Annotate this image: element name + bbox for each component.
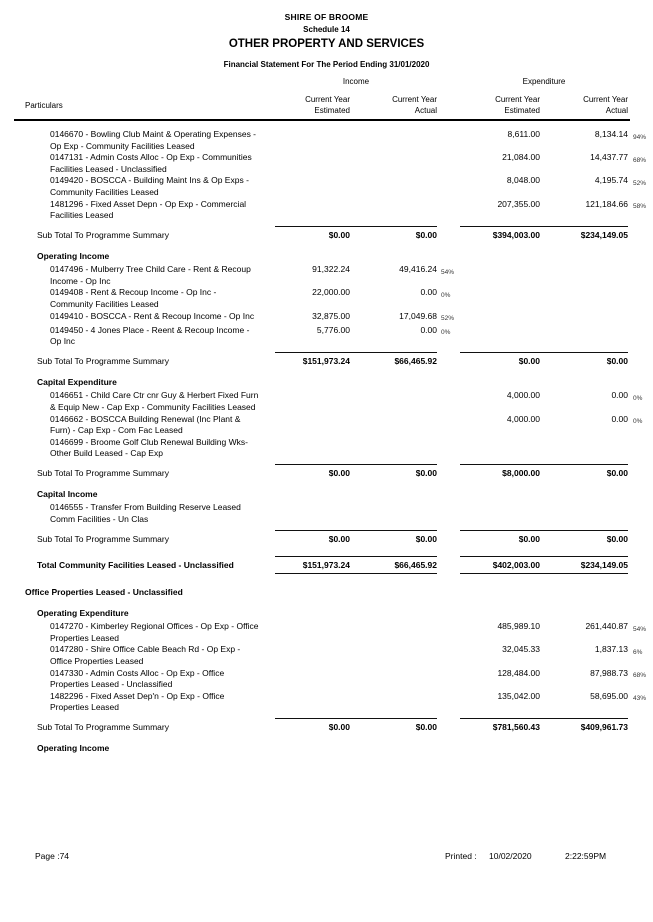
expenditure-actual-total-cell: $234,149.05 (540, 556, 628, 575)
expenditure-percent-cell (628, 718, 653, 734)
account-row (0, 502, 653, 525)
account-row (0, 668, 653, 691)
expenditure-estimated-total-cell: $0.00 (460, 352, 540, 368)
expenditure-estimated-cell (460, 287, 540, 310)
page-title: OTHER PROPERTY AND SERVICES (228, 38, 425, 50)
account-row (0, 621, 653, 644)
income-percent-cell (437, 691, 460, 714)
expenditure-actual-cell (540, 325, 628, 348)
printed-time: 2:22:59PM (565, 851, 607, 861)
expenditure-percent-cell: 68% (633, 156, 647, 164)
section-label: Capital Income (37, 488, 98, 499)
expenditure-percent-cell (628, 464, 653, 480)
expenditure-actual-cell: 0.00 (611, 413, 628, 424)
expenditure-actual-cell (540, 287, 628, 310)
section-label: Operating Income (37, 742, 110, 753)
income-estimated-total-cell: $151,973.24 (275, 352, 350, 368)
income-percent-cell: 54% (441, 268, 455, 276)
particulars-cell: 0147280 - Shire Office Cable Beach Rd - Op Exp - Office Properties Leased (50, 644, 241, 667)
expenditure-actual-cell: 58,695.00 (590, 690, 628, 701)
income-actual-cell: 0.00 (420, 324, 437, 335)
expenditure-estimated-cell (460, 325, 540, 348)
subtotal-row (0, 226, 653, 242)
income-actual-cell (350, 691, 437, 714)
section-label: Operating Expenditure (37, 607, 129, 618)
actual-label: Actual (414, 106, 437, 115)
section-row (0, 489, 653, 501)
expenditure-percent-cell: 52% (633, 179, 647, 187)
particulars-cell: 0147496 - Mulberry Tree Child Care - Rent & Recoup Income - Op Inc (50, 264, 251, 286)
expenditure-actual-total-cell: $0.00 (540, 352, 628, 368)
expenditure-estimated-cell: 128,484.00 (497, 667, 540, 678)
income-percent-cell (437, 668, 460, 691)
expenditure-percent-cell: 58% (633, 203, 647, 211)
account-row (0, 287, 653, 310)
title-block (0, 0, 653, 69)
group-row (0, 587, 653, 599)
subtotal-label: Sub Total To Programme Summary (37, 533, 169, 544)
subtotal-label: Sub Total To Programme Summary (37, 356, 169, 367)
expenditure-estimated-cell: 4,000.00 (506, 413, 540, 424)
section-row (0, 608, 653, 620)
subtotal-label: Sub Total To Programme Summary (37, 230, 169, 241)
account-row (0, 414, 653, 437)
income-actual-cell (350, 668, 437, 691)
expenditure-estimated-total-cell: $0.00 (460, 530, 540, 546)
income-percent-cell (437, 718, 460, 734)
account-row (0, 325, 653, 348)
subtotal-row (0, 352, 653, 368)
particulars-cell: 0147270 - Kimberley Regional Offices - Op Exp - Office Properties Leased (50, 621, 259, 643)
subtotal-row (0, 530, 653, 546)
estimated-label: Estimated (314, 106, 350, 115)
income-actual-total-cell: $66,465.92 (350, 352, 437, 368)
expenditure-percent-cell: 54% (633, 625, 647, 633)
income-estimated-cell (275, 691, 350, 714)
group-label: Office Properties Leased - Unclassified (25, 587, 183, 598)
income-percent-cell: 52% (441, 315, 455, 323)
current-year-label: Current Year (392, 95, 437, 104)
income-percent-cell (437, 390, 460, 413)
income-estimated-cell (275, 668, 350, 691)
income-percent-cell: 0% (441, 291, 451, 299)
particulars-cell: 0149408 - Rent & Recoup Income - Op Inc - Community Facilities Leased (50, 287, 217, 310)
current-year-label: Current Year (495, 95, 540, 104)
expenditure-estimated-cell: 4,000.00 (506, 390, 540, 401)
expenditure-estimated-cell (460, 264, 540, 287)
income-actual-total-cell: $0.00 (350, 530, 437, 546)
expenditure-actual-cell: 261,440.87 (585, 621, 628, 632)
expenditure-estimated-total-cell: $781,560.43 (460, 718, 540, 734)
section-row (0, 743, 653, 755)
expenditure-estimated-total-cell: $394,003.00 (460, 226, 540, 242)
expenditure-percent-cell (628, 226, 653, 242)
income-actual-cell (350, 414, 437, 437)
section-label: Operating Income (37, 250, 110, 261)
subtotal-label: Sub Total To Programme Summary (37, 468, 169, 479)
account-row (0, 129, 653, 152)
statement-subtitle: Financial Statement For The Period Ending 31/01/2020 (223, 60, 430, 69)
expenditure-estimated-header (460, 94, 540, 116)
income-actual-cell (350, 390, 437, 413)
expenditure-estimated-cell: 21,084.00 (502, 152, 540, 163)
column-header-row (0, 94, 653, 116)
expenditure-percent-cell (628, 325, 653, 348)
income-percent-cell (437, 352, 460, 368)
income-estimated-total-cell: $0.00 (275, 530, 350, 546)
income-actual-cell: 0.00 (420, 287, 437, 298)
income-percent-cell (437, 502, 460, 525)
expenditure-actual-header (540, 94, 628, 116)
account-row (0, 199, 653, 222)
expenditure-percent-cell: 94% (633, 133, 647, 141)
income-percent-cell (437, 556, 460, 575)
account-row (0, 437, 653, 460)
column-group-header (0, 76, 653, 87)
subtotal-label: Sub Total To Programme Summary (37, 722, 169, 733)
actual-label: Actual (605, 106, 628, 115)
income-estimated-cell (275, 199, 350, 222)
particulars-cell: 0149410 - BOSCCA - Rent & Recoup Income - Op Inc (50, 310, 255, 321)
current-year-label: Current Year (583, 95, 628, 104)
particulars-cell: 0149420 - BOSCCA - Building Maint Ins & Op Exps - Community Facilities Leased (50, 175, 249, 197)
income-estimated-cell (275, 175, 350, 198)
account-row (0, 390, 653, 413)
account-row (0, 691, 653, 714)
particulars-cell: 0146662 - BOSCCA Building Renewal (Inc Plant & Furn) - Cap Exp - Com Fac Leased (50, 413, 241, 436)
income-estimated-header (275, 94, 350, 116)
expenditure-percent-cell (628, 530, 653, 546)
income-actual-cell (350, 437, 437, 460)
income-actual-cell (350, 175, 437, 198)
income-estimated-cell (275, 129, 350, 152)
income-percent-cell: 0% (441, 329, 451, 337)
income-actual-cell (350, 621, 437, 644)
expenditure-estimated-cell (460, 311, 540, 325)
expenditure-percent-cell (628, 352, 653, 368)
expenditure-actual-cell: 1,837.13 (594, 644, 628, 655)
expenditure-estimated-cell (460, 502, 540, 525)
income-estimated-total-cell: $0.00 (275, 464, 350, 480)
section-label: Capital Expenditure (37, 376, 117, 387)
income-estimated-cell (275, 414, 350, 437)
expenditure-estimated-total-cell: $8,000.00 (460, 464, 540, 480)
income-actual-header (350, 94, 437, 116)
expenditure-percent-cell: 0% (633, 394, 643, 402)
income-estimated-cell (275, 502, 350, 525)
income-actual-total-cell: $66,465.92 (350, 556, 437, 575)
income-actual-cell (350, 502, 437, 525)
income-percent-cell (437, 226, 460, 242)
expenditure-percent-cell (628, 502, 653, 525)
income-percent-cell (437, 437, 460, 460)
total-label: Total Community Facilities Leased - Unclassified (37, 559, 234, 570)
expenditure-percent-cell (628, 556, 653, 575)
income-estimated-cell: 5,776.00 (316, 324, 350, 335)
particulars-cell: 0147330 - Admin Costs Alloc - Op Exp - Office Properties Leased - Unclassified (50, 667, 225, 690)
income-actual-cell (350, 199, 437, 222)
particulars-cell: 0146651 - Child Care Ctr cnr Guy & Herbert Fixed Furn & Equip New - Cap Exp - Community Facilities Leased (50, 390, 259, 412)
expenditure-actual-cell: 87,988.73 (590, 667, 628, 678)
expenditure-actual-cell (540, 437, 628, 460)
expenditure-actual-total-cell: $0.00 (540, 464, 628, 480)
expenditure-percent-cell (628, 437, 653, 460)
expenditure-percent-cell (628, 311, 653, 325)
expenditure-percent-cell: 68% (633, 672, 647, 680)
expenditure-percent-cell: 6% (633, 648, 643, 656)
expenditure-actual-total-cell: $0.00 (540, 530, 628, 546)
particulars-cell: 0146699 - Broome Golf Club Renewal Building Wks- Other Build Leased - Cap Exp (50, 436, 248, 459)
income-group-header: Income (342, 77, 370, 86)
income-percent-cell (437, 621, 460, 644)
income-percent-cell (437, 414, 460, 437)
income-estimated-cell: 91,322.24 (312, 264, 350, 275)
particulars-cell: 0147131 - Admin Costs Alloc - Op Exp - Communities Facilities Leased - Unclassified (50, 152, 252, 174)
income-percent-cell (437, 644, 460, 667)
income-estimated-total-cell: $0.00 (275, 226, 350, 242)
particulars-cell: 0149450 - 4 Jones Place - Reent & Recoup Income - Op Inc (50, 324, 250, 347)
expenditure-actual-cell: 14,437.77 (590, 152, 628, 163)
table-body (0, 121, 653, 755)
income-estimated-cell (275, 152, 350, 175)
expenditure-estimated-cell: 135,042.00 (497, 690, 540, 701)
income-estimated-total-cell: $0.00 (275, 718, 350, 734)
income-percent-cell (437, 129, 460, 152)
account-row (0, 152, 653, 175)
expenditure-estimated-cell: 207,355.00 (497, 198, 540, 209)
account-row (0, 264, 653, 287)
expenditure-percent-cell: 43% (633, 695, 647, 703)
expenditure-percent-cell: 0% (633, 418, 643, 426)
printed-date: 10/02/2020 (489, 851, 532, 861)
expenditure-actual-cell: 8,134.14 (594, 129, 628, 139)
expenditure-estimated-total-cell: $402,003.00 (460, 556, 540, 575)
expenditure-estimated-cell (460, 437, 540, 460)
expenditure-actual-cell: 0.00 (611, 390, 628, 401)
current-year-label: Current Year (305, 95, 350, 104)
income-estimated-total-cell: $151,973.24 (275, 556, 350, 575)
subtotal-row (0, 718, 653, 734)
account-row (0, 175, 653, 198)
income-actual-cell (350, 644, 437, 667)
income-percent-cell (437, 152, 460, 175)
organisation-name: SHIRE OF BROOME (284, 12, 369, 22)
income-estimated-cell (275, 437, 350, 460)
particulars-cell: 0146670 - Bowling Club Maint & Operating Expenses - Op Exp - Community Facilities Leased (50, 129, 257, 151)
income-actual-cell (350, 129, 437, 152)
income-estimated-cell: 22,000.00 (312, 287, 350, 298)
income-percent-cell (437, 199, 460, 222)
expenditure-estimated-cell: 8,048.00 (506, 175, 540, 186)
income-estimated-cell (275, 390, 350, 413)
expenditure-actual-cell: 121,184.66 (585, 198, 628, 209)
particulars-cell: 1481296 - Fixed Asset Depn - Op Exp - Commercial Facilities Leased (50, 198, 247, 221)
income-actual-total-cell: $0.00 (350, 718, 437, 734)
account-row (0, 311, 653, 325)
total-row (0, 556, 653, 575)
expenditure-actual-cell (540, 311, 628, 325)
income-actual-cell: 17,049.68 (399, 310, 437, 321)
particulars-cell: 1482296 - Fixed Asset Dep'n - Op Exp - Office Properties Leased (50, 690, 225, 713)
income-estimated-cell: 32,875.00 (312, 310, 350, 321)
account-row (0, 644, 653, 667)
expenditure-group-header: Expenditure (522, 77, 566, 86)
income-actual-total-cell: $0.00 (350, 464, 437, 480)
expenditure-percent-cell (628, 287, 653, 310)
section-row (0, 251, 653, 263)
income-percent-cell (437, 530, 460, 546)
particulars-cell: 0146555 - Transfer From Building Reserve Leased Comm Facilities - Un Clas (50, 502, 241, 525)
subtotal-row (0, 464, 653, 480)
expenditure-estimated-cell: 8,611.00 (507, 129, 540, 139)
expenditure-estimated-cell: 32,045.33 (502, 644, 540, 655)
expenditure-estimated-cell: 485,989.10 (497, 621, 540, 632)
income-percent-cell (437, 464, 460, 480)
income-actual-cell: 49,416.24 (399, 264, 437, 275)
income-percent-cell (437, 175, 460, 198)
income-estimated-cell (275, 644, 350, 667)
expenditure-actual-cell (540, 502, 628, 525)
page-number: Page :74 (35, 851, 70, 861)
schedule-label: Schedule 14 (303, 25, 350, 34)
expenditure-percent-cell (628, 264, 653, 287)
printed-label: Printed : (445, 851, 477, 861)
expenditure-actual-total-cell: $234,149.05 (540, 226, 628, 242)
estimated-label: Estimated (504, 106, 540, 115)
expenditure-actual-cell: 4,195.74 (594, 175, 628, 186)
particulars-header: Particulars (25, 100, 63, 110)
section-row (0, 377, 653, 389)
income-actual-total-cell: $0.00 (350, 226, 437, 242)
expenditure-actual-cell (540, 264, 628, 287)
expenditure-actual-total-cell: $409,961.73 (540, 718, 628, 734)
income-actual-cell (350, 152, 437, 175)
income-estimated-cell (275, 621, 350, 644)
